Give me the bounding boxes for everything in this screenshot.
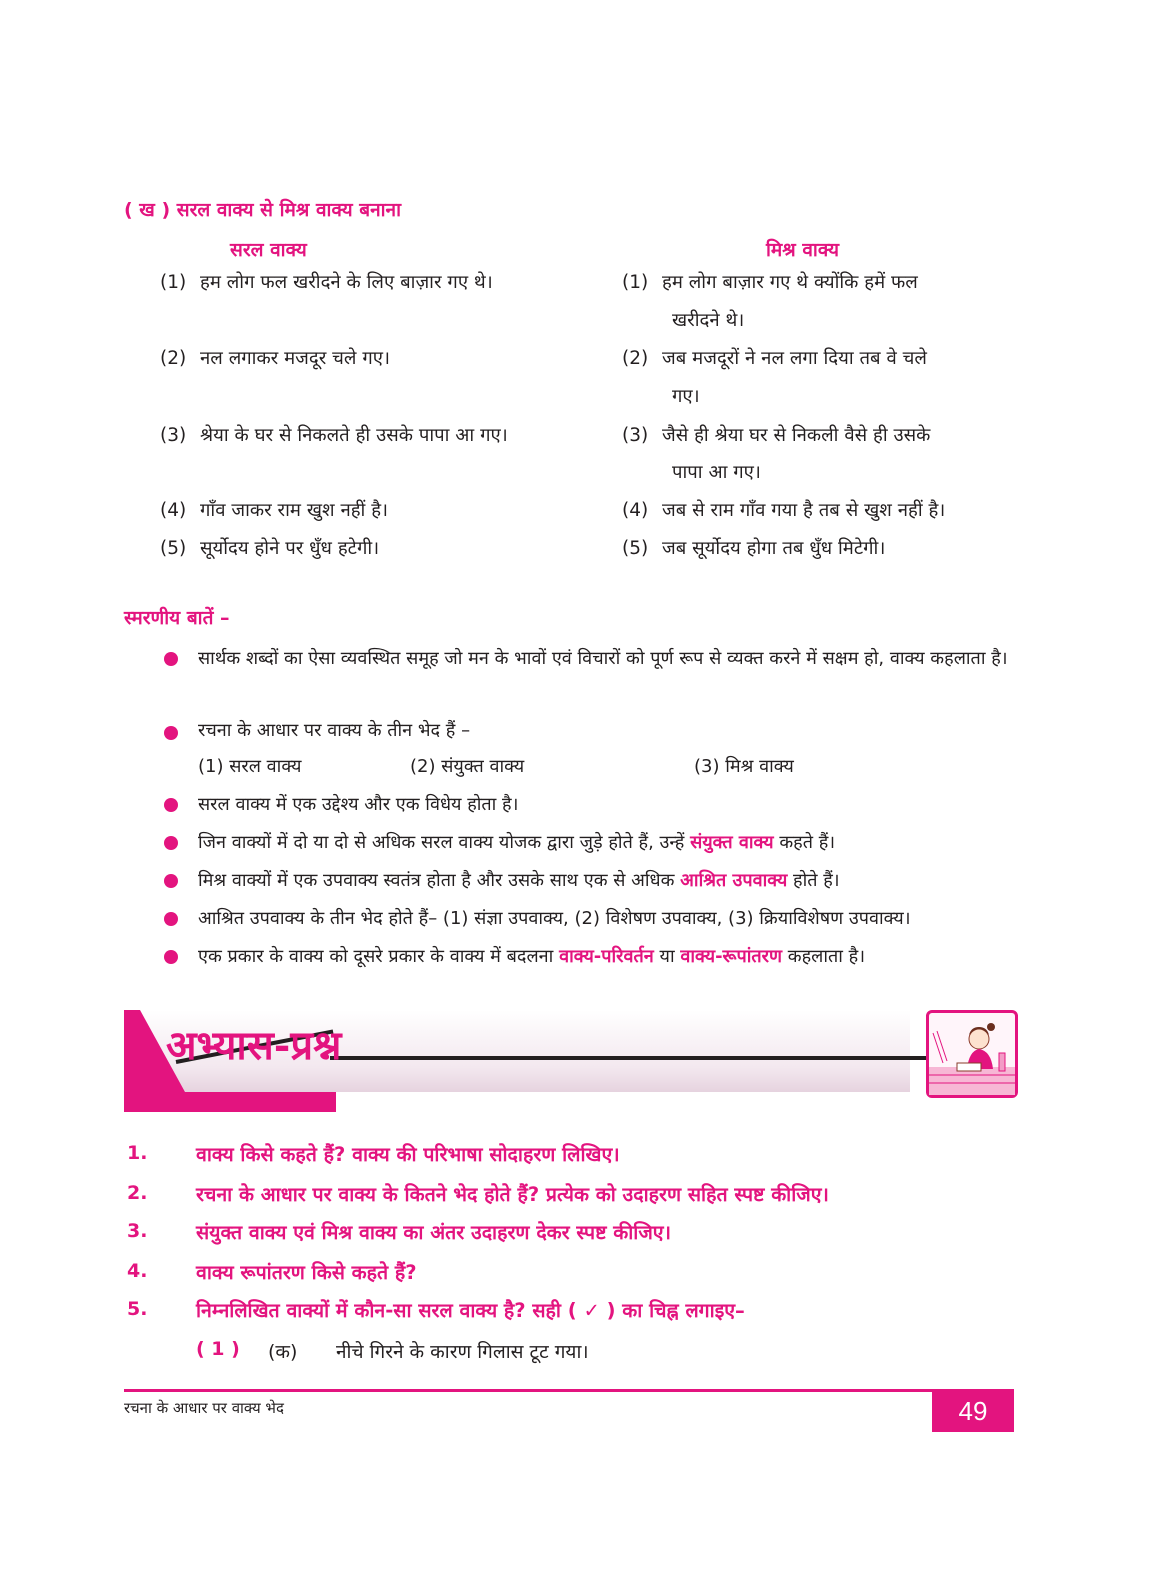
bullet-dot — [164, 798, 178, 812]
complex-sentence-5: (5) जब सूर्योदय होगा तब धुँध मिटेगी। — [622, 538, 886, 559]
question-text: वाक्य किसे कहते हैं? वाक्य की परिभाषा सोदाहरण लिखिए। — [196, 1143, 620, 1166]
bullet-dot — [164, 726, 178, 740]
banner-rule — [330, 1056, 926, 1060]
question-text: वाक्य रूपांतरण किसे कहते हैं? — [196, 1261, 417, 1284]
column-heading-simple: सरल वाक्य — [230, 239, 307, 261]
question-text: संयुक्त वाक्य एवं मिश्र वाक्य का अंतर उदाहरण देकर स्पष्ट कीजिए। — [196, 1221, 671, 1244]
bullet-complex-def: मिश्र वाक्यों में एक उपवाक्य स्वतंत्र होता है और उसके साथ एक से अधिक आश्रित उपवाक्य होते हैं। — [198, 870, 840, 891]
question-text: निम्नलिखित वाक्यों में कौन-सा सरल वाक्य है? सही ( ✓ ) का चिह्न लगाइए– — [196, 1299, 745, 1322]
question-text: रचना के आधार पर वाक्य के कितने भेद होते हैं? प्रत्येक को उदाहरण सहित स्पष्ट कीजिए। — [196, 1183, 829, 1206]
bullet-transformation: एक प्रकार के वाक्य को दूसरे प्रकार के वाक्य में बदलना वाक्य-परिवर्तन या वाक्य-रूपांतरण कहलाता है। — [198, 946, 866, 967]
sub-item-number: ( 1 ) — [196, 1338, 240, 1360]
simple-sentence-2: (2) नल लगाकर मजदूर चले गए। — [160, 348, 390, 369]
simple-sentence-3: (3) श्रेया के घर से निकलते ही उसके पापा आ गए। — [160, 425, 508, 446]
page-number: 49 — [932, 1390, 1014, 1432]
question-number: 5. — [127, 1298, 148, 1320]
bullet-types-intro: रचना के आधार पर वाक्य के तीन भेद हैं – — [198, 720, 471, 741]
bullet-dot — [164, 950, 178, 964]
complex-sentence-3-cont: पापा आ गए। — [672, 462, 761, 483]
bullet-simple-def: सरल वाक्य में एक उद्देश्य और एक विधेय होता है। — [198, 794, 519, 815]
type-compound: (2) संयुक्त वाक्य — [410, 756, 525, 777]
bullet-dependent-clauses: आश्रित उपवाक्य के तीन भेद होते हैं– (1) संज्ञा उपवाक्य, (2) विशेषण उपवाक्य, (3) क्रियाविशेषण उपवाक्य। — [198, 908, 911, 929]
simple-sentence-1: (1) हम लोग फल खरीदने के लिए बाज़ार गए थे। — [160, 272, 493, 293]
column-heading-complex: मिश्र वाक्य — [766, 239, 840, 261]
question-number: 4. — [127, 1260, 148, 1282]
simple-sentence-4: (4) गाँव जाकर राम खुश नहीं है। — [160, 500, 389, 521]
sub-item-text: नीचे गिरने के कारण गिलास टूट गया। — [336, 1341, 589, 1363]
footer-chapter-title: रचना के आधार पर वाक्य भेद — [124, 1399, 284, 1417]
complex-sentence-2: (2) जब मजदूरों ने नल लगा दिया तब वे चले — [622, 348, 927, 369]
footer-rule — [124, 1389, 1014, 1392]
bullet-dot — [164, 836, 178, 850]
remember-heading: स्मरणीय बातें – — [124, 607, 230, 629]
section-heading: ( ख ) सरल वाक्य से मिश्र वाक्य बनाना — [124, 199, 402, 221]
complex-sentence-4: (4) जब से राम गाँव गया है तब से खुश नहीं है। — [622, 500, 946, 521]
banner-title: अभ्यास-प्रश्न — [166, 1022, 342, 1069]
bullet-dot — [164, 874, 178, 888]
complex-sentence-2-cont: गए। — [672, 386, 700, 407]
complex-sentence-1: (1) हम लोग बाज़ार गए थे क्योंकि हमें फल — [622, 272, 918, 293]
bullet-definition: सार्थक शब्दों का ऐसा व्यवस्थित समूह जो मन के भावों एवं विचारों को पूर्ण रूप से व्यक्त करने में सक्षम हो, वाक्य कहलाता है। — [198, 648, 1008, 669]
bullet-dot — [164, 652, 178, 666]
simple-sentence-5: (5) सूर्योदय होने पर धुँध हटेगी। — [160, 538, 380, 559]
girl-studying-illustration — [926, 1010, 1018, 1098]
complex-sentence-1-cont: खरीदने थे। — [672, 310, 745, 331]
sub-item-letter: (क) — [268, 1341, 298, 1363]
complex-sentence-3: (3) जैसे ही श्रेया घर से निकली वैसे ही उसके — [622, 425, 931, 446]
type-complex: (3) मिश्र वाक्य — [694, 756, 794, 777]
question-number: 3. — [127, 1220, 148, 1242]
type-simple: (1) सरल वाक्य — [198, 756, 302, 777]
bullet-dot — [164, 912, 178, 926]
question-number: 2. — [127, 1182, 148, 1204]
question-number: 1. — [127, 1142, 148, 1164]
bullet-compound-def: जिन वाक्यों में दो या दो से अधिक सरल वाक्य योजक द्वारा जुड़े होते हैं, उन्हें संयुक्त वाक्य कहते हैं। — [198, 832, 836, 853]
